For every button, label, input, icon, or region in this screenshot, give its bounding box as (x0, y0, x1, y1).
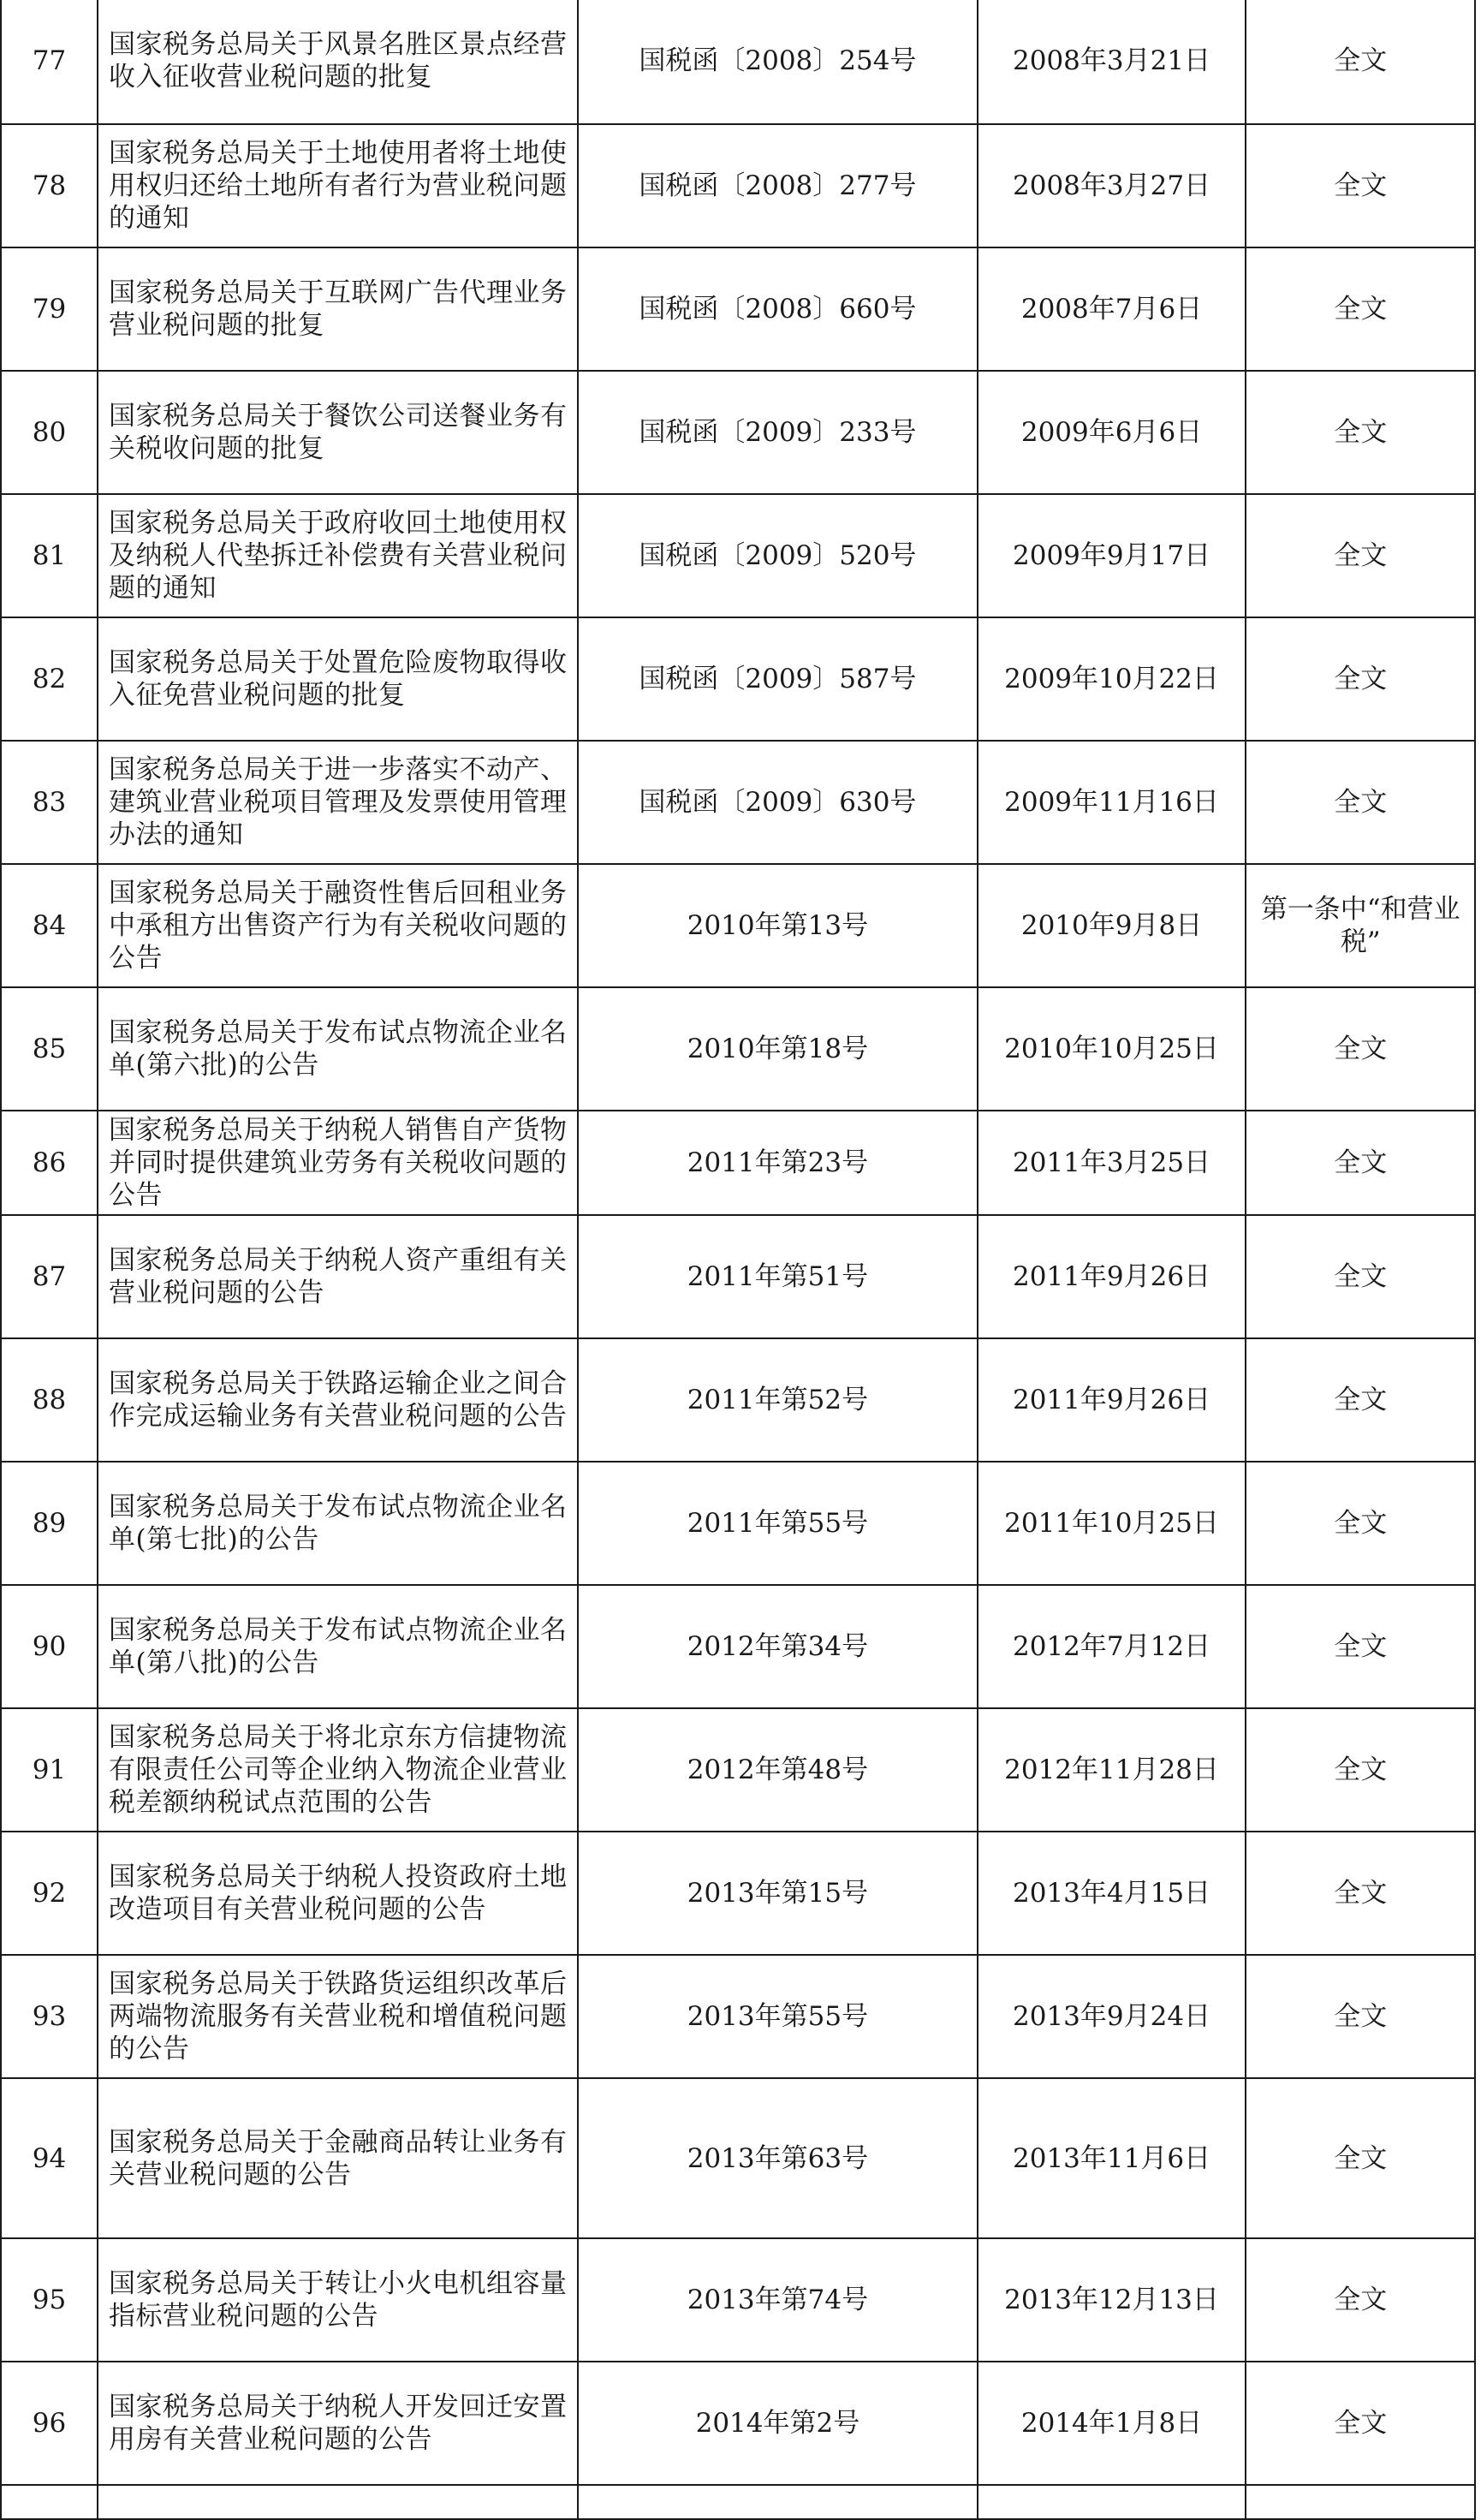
row-number: 93 (1, 1955, 98, 2078)
issue-date: 2009年9月17日 (978, 494, 1246, 617)
document-title: 国家税务总局关于纳税人开发回迁安置用房有关营业税问题的公告 (98, 2362, 578, 2485)
row-number: 85 (1, 987, 98, 1111)
table-row (1, 864, 1475, 987)
issue-date: 2008年3月21日 (978, 0, 1246, 124)
table-row (1, 1111, 1475, 1215)
row-number: 78 (1, 124, 98, 247)
row-number: 82 (1, 617, 98, 741)
row-number: 96 (1, 2362, 98, 2485)
repeal-scope: 全文 (1246, 1832, 1475, 1955)
repeal-scope: 全文 (1246, 1111, 1475, 1215)
document-number: 2010年第13号 (578, 864, 977, 987)
table-row (1, 247, 1475, 371)
issue-date: 2010年9月8日 (978, 864, 1246, 987)
issue-date: 2010年10月25日 (978, 987, 1246, 1111)
table-row (1, 2078, 1475, 2238)
row-number: 91 (1, 1708, 98, 1832)
repeal-scope: 全文 (1246, 741, 1475, 864)
repeal-scope: 全文 (1246, 987, 1475, 1111)
repeal-scope: 全文 (1246, 0, 1475, 124)
table-row (1, 1338, 1475, 1462)
row-number: 87 (1, 1215, 98, 1338)
issue-date: 2013年11月6日 (978, 2078, 1246, 2238)
issue-date: 2012年11月28日 (978, 1708, 1246, 1832)
document-title: 国家税务总局关于金融商品转让业务有关营业税问题的公告 (98, 2078, 578, 2238)
table-row (1, 1832, 1475, 1955)
issue-date: 2011年9月26日 (978, 1338, 1246, 1462)
row-number: 95 (1, 2238, 98, 2362)
repeal-scope: 全文 (1246, 371, 1475, 494)
table-row (1, 0, 1475, 124)
table-row (1, 1462, 1475, 1585)
issue-date: 2014年1月8日 (978, 2362, 1246, 2485)
document-number: 2012年第48号 (578, 1708, 977, 1832)
document-title: 国家税务总局关于餐饮公司送餐业务有关税收问题的批复 (98, 371, 578, 494)
repeal-scope: 全文 (1246, 1338, 1475, 1462)
table-row-partial (1, 2485, 1475, 2519)
issue-date: 2009年6月6日 (978, 371, 1246, 494)
row-number: 92 (1, 1832, 98, 1955)
repeal-scope: 全文 (1246, 247, 1475, 371)
issue-date: 2011年10月25日 (978, 1462, 1246, 1585)
document-title: 国家税务总局关于纳税人投资政府土地改造项目有关营业税问题的公告 (98, 1832, 578, 1955)
table-row (1, 617, 1475, 741)
document-number: 2013年第15号 (578, 1832, 977, 1955)
row-number: 88 (1, 1338, 98, 1462)
document-title: 国家税务总局关于风景名胜区景点经营收入征收营业税问题的批复 (98, 0, 578, 124)
repeal-scope: 全文 (1246, 1955, 1475, 2078)
document-number: 2011年第51号 (578, 1215, 977, 1338)
issue-date: 2008年3月27日 (978, 124, 1246, 247)
document-number: 2014年第2号 (578, 2362, 977, 2485)
document-number: 2011年第52号 (578, 1338, 977, 1462)
repeal-scope: 全文 (1246, 617, 1475, 741)
document-title: 国家税务总局关于土地使用者将土地使用权归还给土地所有者行为营业税问题的通知 (98, 124, 578, 247)
document-title: 国家税务总局关于纳税人资产重组有关营业税问题的公告 (98, 1215, 578, 1338)
row-number: 79 (1, 247, 98, 371)
repeal-scope: 全文 (1246, 2362, 1475, 2485)
table-row (1, 371, 1475, 494)
document-title: 国家税务总局关于转让小火电机组容量指标营业税问题的公告 (98, 2238, 578, 2362)
document-number: 2013年第63号 (578, 2078, 977, 2238)
issue-date: 2008年7月6日 (978, 247, 1246, 371)
issue-date: 2009年11月16日 (978, 741, 1246, 864)
table-row (1, 2238, 1475, 2362)
document-title: 国家税务总局关于发布试点物流企业名单(第七批)的公告 (98, 1462, 578, 1585)
document-number: 2011年第55号 (578, 1462, 977, 1585)
issue-date: 2011年9月26日 (978, 1215, 1246, 1338)
document-number: 国税函〔2009〕587号 (578, 617, 977, 741)
document-title: 国家税务总局关于将北京东方信捷物流有限责任公司等企业纳入物流企业营业税差额纳税试点范围的公告 (98, 1708, 578, 1832)
row-number: 83 (1, 741, 98, 864)
table-row (1, 1215, 1475, 1338)
document-number: 2012年第34号 (578, 1585, 977, 1708)
row-number: 86 (1, 1111, 98, 1215)
table-row (1, 124, 1475, 247)
document-number: 国税函〔2008〕277号 (578, 124, 977, 247)
document-number: 国税函〔2009〕520号 (578, 494, 977, 617)
row-number: 84 (1, 864, 98, 987)
repeal-scope: 全文 (1246, 494, 1475, 617)
table-row (1, 2362, 1475, 2485)
table-row (1, 741, 1475, 864)
document-title: 国家税务总局关于铁路运输企业之间合作完成运输业务有关营业税问题的公告 (98, 1338, 578, 1462)
table-row (1, 1955, 1475, 2078)
repeal-scope: 全文 (1246, 2238, 1475, 2362)
document-number: 国税函〔2009〕630号 (578, 741, 977, 864)
repeal-scope: 全文 (1246, 1215, 1475, 1338)
row-number: 77 (1, 0, 98, 124)
document-number: 2011年第23号 (578, 1111, 977, 1215)
row-number: 80 (1, 371, 98, 494)
issue-date: 2009年10月22日 (978, 617, 1246, 741)
repeal-scope: 全文 (1246, 1708, 1475, 1832)
document-title: 国家税务总局关于铁路货运组织改革后两端物流服务有关营业税和增值税问题的公告 (98, 1955, 578, 2078)
row-number: 89 (1, 1462, 98, 1585)
repeal-scope: 全文 (1246, 2078, 1475, 2238)
document-number: 2010年第18号 (578, 987, 977, 1111)
document-title: 国家税务总局关于互联网广告代理业务营业税问题的批复 (98, 247, 578, 371)
document-number: 2013年第55号 (578, 1955, 977, 2078)
document-title: 国家税务总局关于发布试点物流企业名单(第八批)的公告 (98, 1585, 578, 1708)
document-title: 国家税务总局关于处置危险废物取得收入征免营业税问题的批复 (98, 617, 578, 741)
issue-date: 2013年12月13日 (978, 2238, 1246, 2362)
document-number: 国税函〔2008〕254号 (578, 0, 977, 124)
document-number: 2013年第74号 (578, 2238, 977, 2362)
repeal-scope: 全文 (1246, 124, 1475, 247)
row-number: 81 (1, 494, 98, 617)
document-title: 国家税务总局关于政府收回土地使用权及纳税人代垫拆迁补偿费有关营业税问题的通知 (98, 494, 578, 617)
document-number: 国税函〔2008〕660号 (578, 247, 977, 371)
document-title: 国家税务总局关于进一步落实不动产、建筑业营业税项目管理及发票使用管理办法的通知 (98, 741, 578, 864)
repeal-scope: 全文 (1246, 1585, 1475, 1708)
document-title: 国家税务总局关于发布试点物流企业名单(第六批)的公告 (98, 987, 578, 1111)
repeal-scope: 全文 (1246, 1462, 1475, 1585)
table-row (1, 494, 1475, 617)
table-row (1, 987, 1475, 1111)
document-number: 国税函〔2009〕233号 (578, 371, 977, 494)
row-number: 94 (1, 2078, 98, 2238)
issue-date: 2012年7月12日 (978, 1585, 1246, 1708)
issue-date: 2013年9月24日 (978, 1955, 1246, 2078)
repeal-scope: 第一条中“和营业税” (1246, 864, 1475, 987)
document-title: 国家税务总局关于融资性售后回租业务中承租方出售资产行为有关税收问题的公告 (98, 864, 578, 987)
row-number: 90 (1, 1585, 98, 1708)
table-row (1, 1585, 1475, 1708)
issue-date: 2013年4月15日 (978, 1832, 1246, 1955)
table-row (1, 1708, 1475, 1832)
document-title: 国家税务总局关于纳税人销售自产货物并同时提供建筑业劳务有关税收问题的公告 (98, 1111, 578, 1215)
issue-date: 2011年3月25日 (978, 1111, 1246, 1215)
